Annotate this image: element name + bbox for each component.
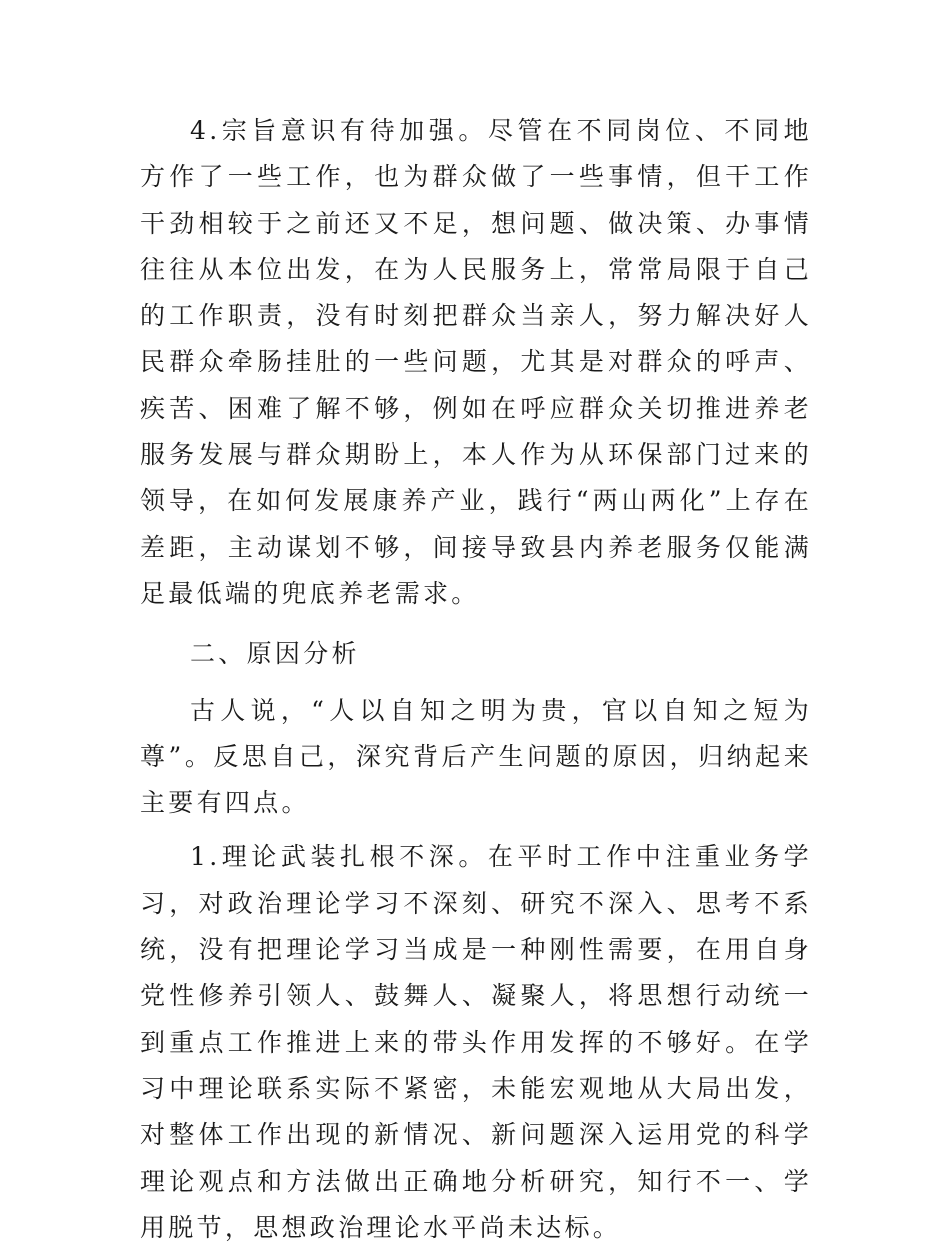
- document-body: [140, 108, 812, 1251]
- paragraph-ancient-saying: 古人说，“人以自知之明为贵，官以自知之短为尊”。反思自己，深究背后产生问题的原因，归纳起来主要有四点。: [140, 695, 812, 818]
- section-heading-cause-analysis: 二、原因分析: [190, 639, 360, 669]
- paragraph-purpose-awareness: 4.宗旨意识有待加强。尽管在不同岗位、不同地方作了一些工作，也为群众做了一些事情，但干工作干劲相较于之前还又不足，想问题、做决策、办事情往往从本位出发，在为人民服务上，常常局限于自己的工作职责，没有时刻把群众当亲人，努力解决好人民群众牵肠挂肚的一些问题，尤其是对群众的呼声、疾苦、困难了解不够，例如在呼应群众关切推进养老服务发展与群众期盼上，本人作为从环保部门过来的领导，在如何发展康养产业，践行“两山两化”上存在差距，主动谋划不够，间接导致县内养老服务仅能满足最低端的兜底养老需求。: [140, 116, 812, 608]
- paragraph-theory-study: 1.理论武装扎根不深。在平时工作中注重业务学习，对政治理论学习不深刻、研究不深入、思考不系统，没有把理论学习当成是一种刚性需要，在用自身党性修养引领人、鼓舞人、凝聚人，将思想行动统一到重点工作推进上来的带头作用发挥的不够好。在学习中理论联系实际不紧密，未能宏观地从大局出发，对整体工作出现的新情况、新问题深入运用党的科学理论观点和方法做出正确地分析研究，知行不一、学用脱节，思想政治理论水平尚未达标。: [140, 842, 812, 1242]
